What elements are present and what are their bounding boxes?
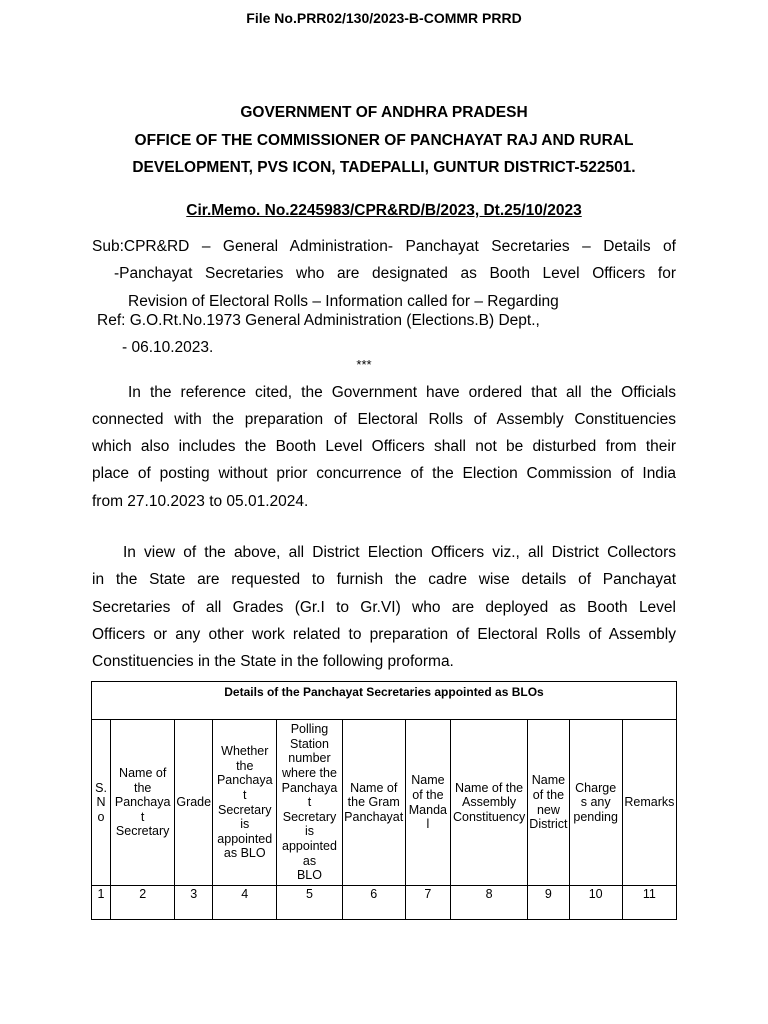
table-header-cell: S. N o xyxy=(92,720,111,886)
table-column-number: 5 xyxy=(277,886,342,920)
table-header-cell: Remarks xyxy=(622,720,676,886)
table-header-cell: Polling Station number where the Panchaya t Secretary is appointed as BLO xyxy=(277,720,342,886)
subject-line-1: Sub:CPR&RD – General Administration- Panchayat Secretaries – Details of xyxy=(92,238,676,255)
table-header-cell: Name of the Panchaya t Secretary xyxy=(111,720,175,886)
table-column-number: 4 xyxy=(213,886,277,920)
table-caption: Details of the Panchayat Secretaries appointed as BLOs xyxy=(92,682,677,720)
table-column-number: 6 xyxy=(342,886,405,920)
reference-line-1: Ref: G.O.Rt.No.1973 General Administration (Elections.B) Dept., xyxy=(97,312,540,329)
table-header-cell: Whether the Panchaya t Secretary is appointed as BLO xyxy=(213,720,277,886)
table-header-cell: Name of the new District xyxy=(528,720,569,886)
government-heading: GOVERNMENT OF ANDHRA PRADESH xyxy=(240,104,528,121)
table-column-number-row xyxy=(92,886,677,920)
table-header-row xyxy=(92,720,677,886)
table-column-number: 10 xyxy=(569,886,622,920)
subject-line-2: -Panchayat Secretaries who are designated as Booth Level Officers for xyxy=(114,265,676,282)
paragraph-line: In the reference cited, the Government have ordered that all the Officials xyxy=(128,384,676,401)
circular-memo-number: Cir.Memo. No.2245983/CPR&RD/B/2023, Dt.25/10/2023 xyxy=(186,202,582,219)
table-column-number: 9 xyxy=(528,886,569,920)
paragraph-line: which also includes the Booth Level Officers shall not be disturbed from their xyxy=(92,438,676,455)
paragraph-line: Secretaries of all Grades (Gr.I to Gr.VI) who are deployed as Booth Level xyxy=(92,599,676,616)
table-header-cell: Name of the Gram Panchayat xyxy=(342,720,405,886)
reference-line-2: - 06.10.2023. xyxy=(122,339,214,356)
subject-line-3: Revision of Electoral Rolls – Information called for – Regarding xyxy=(128,293,559,310)
table-header-cell: Grade xyxy=(175,720,213,886)
separator-stars: *** xyxy=(356,357,372,372)
paragraph-line: Constituencies in the State in the following proforma. xyxy=(92,653,454,670)
table-column-number: 1 xyxy=(92,886,111,920)
paragraph-line: in the State are requested to furnish the cadre wise details of Panchayat xyxy=(92,571,676,588)
table-column-number: 11 xyxy=(622,886,676,920)
table-header-cell: Name of the Assembly Constituency xyxy=(450,720,527,886)
office-heading-line-1: OFFICE OF THE COMMISSIONER OF PANCHAYAT RAJ AND RURAL xyxy=(134,132,634,149)
paragraph-line: In view of the above, all District Election Officers viz., all District Collectors xyxy=(123,544,676,561)
paragraph-line: from 27.10.2023 to 05.01.2024. xyxy=(92,493,309,510)
table-column-number: 3 xyxy=(175,886,213,920)
table-header-cell: Name of the Manda l xyxy=(405,720,450,886)
table-column-number: 7 xyxy=(405,886,450,920)
file-number: File No.PRR02/130/2023-B-COMMR PRRD xyxy=(246,10,522,26)
table-header-cell: Charge s any pending xyxy=(569,720,622,886)
paragraph-line: connected with the preparation of Electoral Rolls of Assembly Constituencies xyxy=(92,411,676,428)
table-column-number: 2 xyxy=(111,886,175,920)
paragraph-line: place of posting without prior concurrence of the Election Commission of India xyxy=(92,465,676,482)
table-column-number: 8 xyxy=(450,886,527,920)
paragraph-line: Officers or any other work related to preparation of Electoral Rolls of Assembly xyxy=(92,626,676,643)
office-heading-line-2: DEVELOPMENT, PVS ICON, TADEPALLI, GUNTUR DISTRICT-522501. xyxy=(132,159,636,176)
blo-details-table xyxy=(91,681,677,920)
